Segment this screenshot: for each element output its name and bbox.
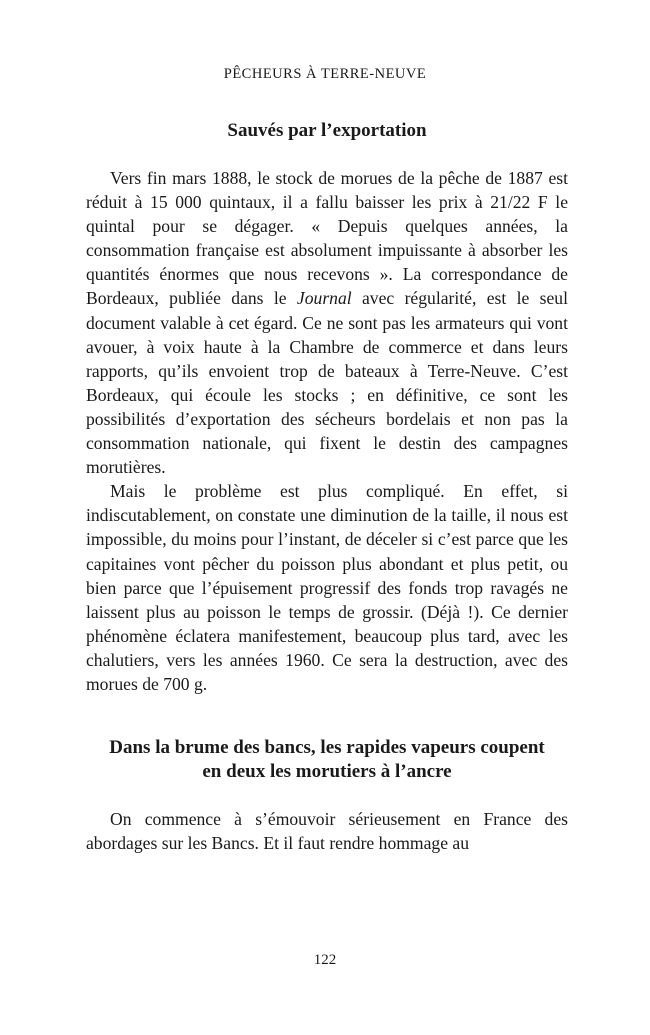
section-title-line: en deux les morutiers à l’ancre [202, 761, 452, 782]
section-body-exportation [86, 166, 568, 696]
journal-title: Journal [296, 288, 352, 309]
section-title-exportation: Sauvés par l’exportation [227, 120, 427, 141]
paragraph-text: avec régularité, est le seul document valable à cet égard. Ce ne sont pas les armateurs qui vont avouer, à voix haute à la Chambre de commerce et dans leurs rapports, qu’ils envoient trop de bateaux à Terre-Neuve. C’est Bordeaux, qui écoule les stocks ; en définitive, ce sont les possibilités d’exportation des sécheurs bordelais et non pas la consommation nationale, qui fixent le destin des campagnes morutières. [86, 288, 568, 478]
paragraph [86, 166, 568, 479]
page-number: 122 [313, 952, 337, 968]
section-title-line: Dans la brume des bancs, les rapides vapeurs coupent [109, 737, 545, 758]
section-body-brume [86, 807, 568, 855]
paragraph-text: Vers fin mars 1888, le stock de morues de la pêche de 1887 est réduit à 15 000 quintaux, il a fallu baisser les prix à 21/22 F le quintal pour se dégager. « Depuis quelques années, la consommation française est absolument impuissante à absorber les quantités énormes que nous recevons ». La correspondance de Bordeaux, publiée dans le [86, 168, 568, 309]
paragraph: On commence à s’émouvoir sérieusement en France des abordages sur les Bancs. Et il faut rendre hommage au [86, 809, 568, 854]
section-title-brume [86, 736, 568, 784]
paragraph: Mais le problème est plus compliqué. En effet, si indiscutablement, on constate une diminution de la taille, il nous est impossible, du moins pour l’instant, de déceler si c’est parce que les capitaines vont pêcher du poisson plus abondant et plus petit, ou bien parce que l’épuisement progressif des fonds trop ravagés ne laissent plus au poisson le temps de grossir. (Déjà !). Ce dernier phénomène éclatera manifestement, beaucoup plus tard, avec les chalutiers, vers les années 1960. Ce sera la destruction, avec des morues de 700 g. [86, 481, 568, 694]
running-head: PÊCHEURS À TERRE-NEUVE [223, 66, 427, 82]
